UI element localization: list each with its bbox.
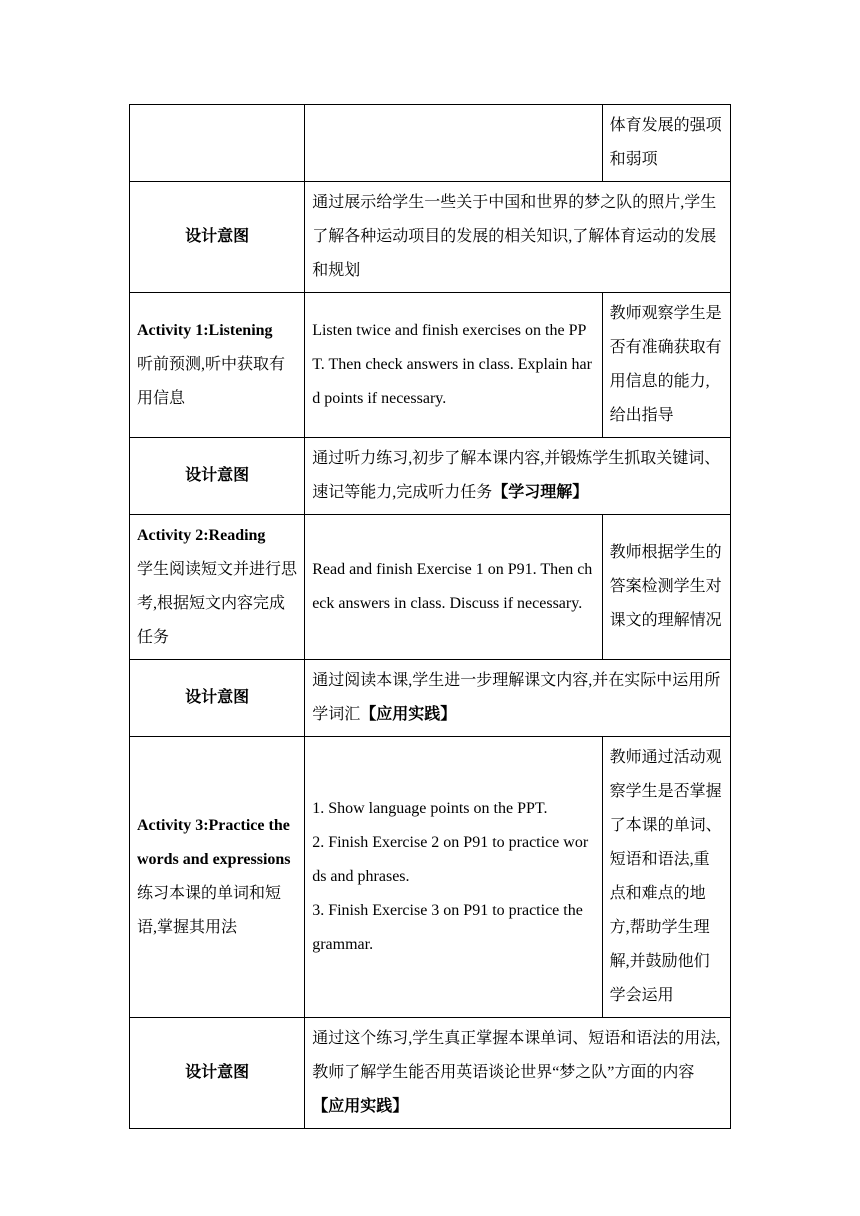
procedure-line: 1. Show language points on the PPT. [312, 800, 548, 817]
evaluation-cell: 体育发展的强项和弱项 [602, 105, 730, 182]
activity-cell [130, 293, 305, 438]
activity-description: 练习本课的单词和短语,掌握其用法 [137, 885, 282, 936]
design-intent-cell [305, 438, 731, 515]
design-intent-text: 通过阅读本课,学生进一步理解课文内容,并在实际中运用所学词汇 [312, 672, 721, 723]
procedure-cell [305, 293, 602, 438]
activity-title: Activity 1:Listening [137, 322, 273, 339]
activity-title: Activity 3:Practice the words and expressions [137, 817, 291, 868]
table-row [130, 737, 731, 1018]
design-intent-label: 设计意图 [130, 660, 305, 737]
evaluation-cell: 教师观察学生是否有准确获取有用信息的能力,给出指导 [602, 293, 730, 438]
design-intent-text: 通过展示给学生一些关于中国和世界的梦之队的照片,学生了解各种运动项目的发展的相关知识,了解体育运动的发展和规划 [312, 194, 717, 279]
table-row [130, 293, 731, 438]
procedure-cell [305, 737, 602, 1018]
activity-cell [130, 737, 305, 1018]
activity-title: Activity 2:Reading [137, 527, 266, 544]
design-intent-label: 设计意图 [130, 438, 305, 515]
design-intent-cell [305, 660, 731, 737]
design-intent-text: 通过这个练习,学生真正掌握本课单词、短语和语法的用法,教师了解学生能否用英语谈论世界“梦之队”方面的内容 [312, 1030, 721, 1081]
table-row [130, 1018, 731, 1129]
procedure-line: 3. Finish Exercise 3 on P91 to practice the grammar. [312, 902, 583, 953]
procedure-cell [305, 515, 602, 660]
table-row [130, 182, 731, 293]
activity-cell [130, 515, 305, 660]
design-intent-text: 通过听力练习,初步了解本课内容,并锻炼学生抓取关键词、速记等能力,完成听力任务 [312, 450, 721, 501]
activity-cell [130, 105, 305, 182]
procedure-line: Listen twice and finish exercises on the PPT. Then check answers in class. Explain hard points if necessary. [312, 322, 592, 407]
procedure-line: Read and finish Exercise 1 on P91. Then check answers in class. Discuss if necessary. [312, 561, 593, 612]
design-intent-label: 设计意图 [130, 1018, 305, 1129]
procedure-line: 2. Finish Exercise 2 on P91 to practice words and phrases. [312, 834, 589, 885]
table-row [130, 660, 731, 737]
activity-description: 听前预测,听中获取有用信息 [137, 356, 286, 407]
design-intent-tag: 【学习理解】 [492, 484, 589, 501]
design-intent-cell [305, 182, 731, 293]
table-row [130, 105, 731, 182]
table-row [130, 515, 731, 660]
table-row [130, 438, 731, 515]
lesson-plan-table [129, 104, 731, 1129]
activity-description: 学生阅读短文并进行思考,根据短文内容完成任务 [137, 561, 298, 646]
design-intent-label: 设计意图 [130, 182, 305, 293]
design-intent-cell [305, 1018, 731, 1129]
design-intent-tag: 【应用实践】 [360, 706, 457, 723]
evaluation-cell: 教师根据学生的答案检测学生对课文的理解情况 [602, 515, 730, 660]
procedure-cell [305, 105, 602, 182]
evaluation-cell: 教师通过活动观察学生是否掌握了本课的单词、短语和语法,重点和难点的地方,帮助学生理解,并鼓励他们学会运用 [602, 737, 730, 1018]
design-intent-tag: 【应用实践】 [312, 1098, 409, 1115]
